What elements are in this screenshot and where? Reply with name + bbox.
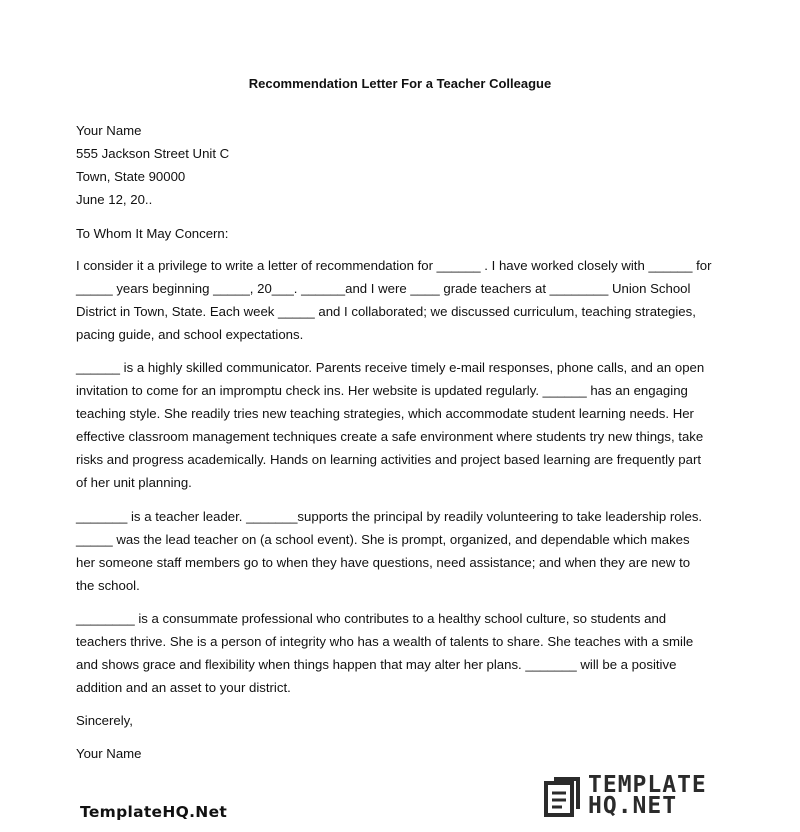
logo-line-1: TEMPLATE	[588, 772, 707, 798]
paragraph-line: _______ is a teacher leader. _______supports the principal by readily volunteering to take leadership roles.	[76, 509, 703, 524]
paragraph-line: addition and an asset to your district.	[76, 680, 291, 696]
paragraph-communicator	[76, 356, 728, 495]
paragraph-line: ______ is a highly skilled communicator. Parents receive timely e-mail responses, phone calls, and an open	[76, 360, 705, 375]
paragraph-line: invitation to come for an impromptu check ins. Her website is updated regularly. ______ has an engaging	[76, 383, 688, 399]
paragraph-professional	[76, 607, 728, 699]
paragraph-line: District in Town, State. Each week _____ and I collaborated; we discussed curriculum, teaching strategies,	[76, 304, 696, 320]
logo-wordmark	[588, 772, 707, 819]
salutation: To Whom It May Concern:	[76, 226, 229, 241]
paragraph-line: the school.	[76, 578, 140, 594]
letter-date: June 12, 20..	[76, 192, 153, 207]
paragraph-leader	[76, 505, 728, 597]
paragraph-line: of her unit planning.	[76, 475, 192, 491]
paragraph-line: teachers thrive. She is a person of integrity who has a wealth of talents to share. She teaches with a smile	[76, 634, 694, 650]
paragraph-line: I consider it a privilege to write a letter of recommendation for ______ . I have worked closely with ______ for	[76, 258, 712, 273]
paragraph-line: _____ was the lead teacher on (a school event). She is prompt, organized, and dependable which makes	[76, 532, 690, 548]
logo-line-2: HQ.NET	[588, 793, 678, 819]
footer-site-name: TemplateHQ.Net	[80, 803, 228, 821]
paragraph-line: teaching style. She readily tries new teaching strategies, which accommodate student learning needs. Her	[76, 406, 694, 422]
sender-name: Your Name	[76, 123, 142, 138]
paragraph-line: her someone staff members go to when they have questions, need assistance; and when they are new to	[76, 555, 691, 571]
paragraph-line: risks and progress academically. Hands on learning activities and project based learning are frequently part	[76, 452, 702, 468]
paragraph-line: pacing guide, and school expectations.	[76, 327, 304, 343]
paragraph-line: _____ years beginning _____, 20___. ______and I were ____ grade teachers at ________ Union School	[76, 281, 691, 297]
paragraph-line: ________ is a consummate professional who contributes to a healthy school culture, so students and	[76, 611, 667, 626]
paragraph-intro	[76, 254, 728, 346]
paragraph-line: effective classroom management techniques create a safe environment where students try new things, take	[76, 429, 704, 445]
document-stack-icon	[542, 775, 582, 819]
signature-name: Your Name	[76, 746, 142, 761]
sender-city: Town, State 90000	[76, 169, 186, 184]
closing: Sincerely,	[76, 713, 133, 728]
templatehq-logo	[540, 773, 730, 821]
sender-street: 555 Jackson Street Unit C	[76, 146, 230, 161]
document-title: Recommendation Letter For a Teacher Colleague	[248, 76, 552, 91]
paragraph-line: and shows grace and flexibility when things happen that may alter her plans. _______ will be a positive	[76, 657, 677, 673]
